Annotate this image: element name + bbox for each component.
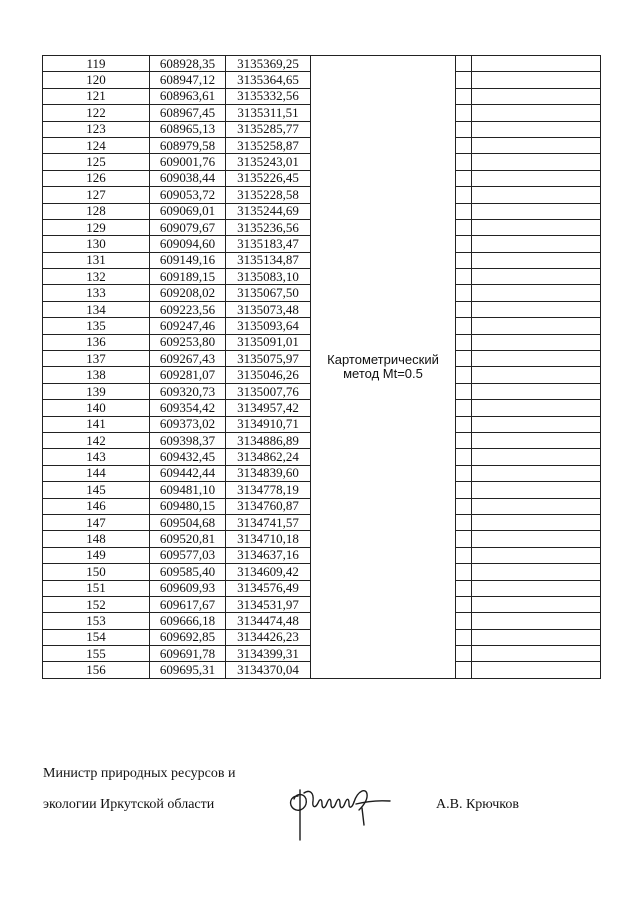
- blank-cell: [472, 596, 601, 612]
- point-number-cell: 121: [43, 88, 150, 104]
- point-number-cell: 119: [43, 56, 150, 72]
- y-coordinate-cell: 3134637,16: [226, 547, 311, 563]
- blank-cell: [456, 154, 472, 170]
- point-number-cell: 129: [43, 219, 150, 235]
- point-number-cell: 142: [43, 432, 150, 448]
- x-coordinate-cell: 609079,67: [150, 219, 226, 235]
- y-coordinate-cell: 3135134,87: [226, 252, 311, 268]
- blank-cell: [472, 498, 601, 514]
- x-coordinate-cell: 609001,76: [150, 154, 226, 170]
- blank-cell: [472, 105, 601, 121]
- y-coordinate-cell: 3135244,69: [226, 203, 311, 219]
- y-coordinate-cell: 3135228,58: [226, 187, 311, 203]
- blank-cell: [456, 613, 472, 629]
- x-coordinate-cell: 609208,02: [150, 285, 226, 301]
- blank-cell: [472, 465, 601, 481]
- point-number-cell: 144: [43, 465, 150, 481]
- point-number-cell: 146: [43, 498, 150, 514]
- y-coordinate-cell: 3134370,04: [226, 662, 311, 678]
- x-coordinate-cell: 609481,10: [150, 482, 226, 498]
- point-number-cell: 133: [43, 285, 150, 301]
- blank-cell: [456, 301, 472, 317]
- point-number-cell: 156: [43, 662, 150, 678]
- point-number-cell: 135: [43, 318, 150, 334]
- x-coordinate-cell: 608928,35: [150, 56, 226, 72]
- x-coordinate-cell: 609480,15: [150, 498, 226, 514]
- blank-cell: [456, 105, 472, 121]
- x-coordinate-cell: 609504,68: [150, 514, 226, 530]
- blank-cell: [472, 547, 601, 563]
- blank-cell: [456, 72, 472, 88]
- point-number-cell: 127: [43, 187, 150, 203]
- y-coordinate-cell: 3135183,47: [226, 236, 311, 252]
- y-coordinate-cell: 3135007,76: [226, 383, 311, 399]
- y-coordinate-cell: 3135364,65: [226, 72, 311, 88]
- blank-cell: [456, 170, 472, 186]
- x-coordinate-cell: 608963,61: [150, 88, 226, 104]
- blank-cell: [456, 547, 472, 563]
- blank-cell: [472, 351, 601, 367]
- blank-cell: [472, 646, 601, 662]
- blank-cell: [472, 285, 601, 301]
- x-coordinate-cell: 609609,93: [150, 580, 226, 596]
- blank-cell: [472, 252, 601, 268]
- blank-cell: [472, 432, 601, 448]
- y-coordinate-cell: 3135311,51: [226, 105, 311, 121]
- point-number-cell: 137: [43, 351, 150, 367]
- blank-cell: [472, 416, 601, 432]
- y-coordinate-cell: 3135093,64: [226, 318, 311, 334]
- point-number-cell: 126: [43, 170, 150, 186]
- y-coordinate-cell: 3134862,24: [226, 449, 311, 465]
- blank-cell: [456, 400, 472, 416]
- y-coordinate-cell: 3134760,87: [226, 498, 311, 514]
- x-coordinate-cell: 609373,02: [150, 416, 226, 432]
- x-coordinate-cell: 609094,60: [150, 236, 226, 252]
- y-coordinate-cell: 3135285,77: [226, 121, 311, 137]
- blank-cell: [456, 514, 472, 530]
- y-coordinate-cell: 3135067,50: [226, 285, 311, 301]
- y-coordinate-cell: 3135073,48: [226, 301, 311, 317]
- blank-cell: [456, 629, 472, 645]
- y-coordinate-cell: 3135332,56: [226, 88, 311, 104]
- x-coordinate-cell: 608965,13: [150, 121, 226, 137]
- x-coordinate-cell: 609189,15: [150, 269, 226, 285]
- blank-cell: [472, 203, 601, 219]
- x-coordinate-cell: 609617,67: [150, 596, 226, 612]
- blank-cell: [472, 301, 601, 317]
- x-coordinate-cell: 608947,12: [150, 72, 226, 88]
- point-number-cell: 136: [43, 334, 150, 350]
- blank-cell: [472, 187, 601, 203]
- point-number-cell: 138: [43, 367, 150, 383]
- x-coordinate-cell: 609442,44: [150, 465, 226, 481]
- table-row: [43, 56, 601, 72]
- blank-cell: [456, 203, 472, 219]
- minister-title-line2: экологии Иркутской области: [43, 797, 215, 812]
- point-number-cell: 140: [43, 400, 150, 416]
- x-coordinate-cell: 608967,45: [150, 105, 226, 121]
- y-coordinate-cell: 3135091,01: [226, 334, 311, 350]
- blank-cell: [456, 416, 472, 432]
- blank-cell: [456, 498, 472, 514]
- point-number-cell: 153: [43, 613, 150, 629]
- blank-cell: [472, 121, 601, 137]
- blank-cell: [472, 219, 601, 235]
- method-line2: метод Mt=0.5: [343, 365, 423, 381]
- y-coordinate-cell: 3134609,42: [226, 564, 311, 580]
- coordinates-table: [42, 55, 601, 679]
- y-coordinate-cell: 3135369,25: [226, 56, 311, 72]
- y-coordinate-cell: 3135258,87: [226, 137, 311, 153]
- blank-cell: [456, 351, 472, 367]
- blank-cell: [472, 236, 601, 252]
- blank-cell: [456, 318, 472, 334]
- y-coordinate-cell: 3134710,18: [226, 531, 311, 547]
- x-coordinate-cell: 609398,37: [150, 432, 226, 448]
- blank-cell: [472, 170, 601, 186]
- blank-cell: [456, 187, 472, 203]
- method-cell: [311, 56, 456, 679]
- blank-cell: [456, 383, 472, 399]
- blank-cell: [456, 564, 472, 580]
- point-number-cell: 132: [43, 269, 150, 285]
- x-coordinate-cell: 609247,46: [150, 318, 226, 334]
- point-number-cell: 125: [43, 154, 150, 170]
- blank-cell: [472, 613, 601, 629]
- handwritten-signature: [284, 780, 399, 845]
- point-number-cell: 145: [43, 482, 150, 498]
- blank-cell: [472, 56, 601, 72]
- point-number-cell: 120: [43, 72, 150, 88]
- blank-cell: [456, 646, 472, 662]
- blank-cell: [472, 334, 601, 350]
- blank-cell: [472, 531, 601, 547]
- y-coordinate-cell: 3135075,97: [226, 351, 311, 367]
- point-number-cell: 131: [43, 252, 150, 268]
- x-coordinate-cell: 609281,07: [150, 367, 226, 383]
- y-coordinate-cell: 3135226,45: [226, 170, 311, 186]
- blank-cell: [456, 252, 472, 268]
- x-coordinate-cell: 608979,58: [150, 137, 226, 153]
- x-coordinate-cell: 609320,73: [150, 383, 226, 399]
- blank-cell: [456, 432, 472, 448]
- x-coordinate-cell: 609692,85: [150, 629, 226, 645]
- blank-cell: [456, 285, 472, 301]
- x-coordinate-cell: 609267,43: [150, 351, 226, 367]
- x-coordinate-cell: 609691,78: [150, 646, 226, 662]
- blank-cell: [472, 662, 601, 678]
- point-number-cell: 152: [43, 596, 150, 612]
- blank-cell: [472, 137, 601, 153]
- x-coordinate-cell: 609253,80: [150, 334, 226, 350]
- blank-cell: [456, 580, 472, 596]
- blank-cell: [456, 465, 472, 481]
- point-number-cell: 155: [43, 646, 150, 662]
- point-number-cell: 151: [43, 580, 150, 596]
- blank-cell: [456, 88, 472, 104]
- blank-cell: [472, 88, 601, 104]
- x-coordinate-cell: 609149,16: [150, 252, 226, 268]
- point-number-cell: 128: [43, 203, 150, 219]
- point-number-cell: 130: [43, 236, 150, 252]
- point-number-cell: 123: [43, 121, 150, 137]
- blank-cell: [456, 334, 472, 350]
- blank-cell: [472, 318, 601, 334]
- point-number-cell: 147: [43, 514, 150, 530]
- blank-cell: [456, 596, 472, 612]
- blank-cell: [456, 219, 472, 235]
- y-coordinate-cell: 3134576,49: [226, 580, 311, 596]
- blank-cell: [456, 56, 472, 72]
- y-coordinate-cell: 3134910,71: [226, 416, 311, 432]
- x-coordinate-cell: 609577,03: [150, 547, 226, 563]
- coordinates-table-body: [43, 56, 601, 679]
- y-coordinate-cell: 3134399,31: [226, 646, 311, 662]
- y-coordinate-cell: 3135083,10: [226, 269, 311, 285]
- blank-cell: [472, 482, 601, 498]
- point-number-cell: 149: [43, 547, 150, 563]
- blank-cell: [472, 72, 601, 88]
- blank-cell: [472, 580, 601, 596]
- blank-cell: [472, 449, 601, 465]
- y-coordinate-cell: 3135243,01: [226, 154, 311, 170]
- x-coordinate-cell: 609695,31: [150, 662, 226, 678]
- blank-cell: [472, 367, 601, 383]
- x-coordinate-cell: 609520,81: [150, 531, 226, 547]
- point-number-cell: 150: [43, 564, 150, 580]
- y-coordinate-cell: 3134474,48: [226, 613, 311, 629]
- x-coordinate-cell: 609038,44: [150, 170, 226, 186]
- blank-cell: [472, 383, 601, 399]
- blank-cell: [472, 514, 601, 530]
- method-line1: Картометрический: [327, 351, 439, 367]
- y-coordinate-cell: 3134886,89: [226, 432, 311, 448]
- y-coordinate-cell: 3134426,23: [226, 629, 311, 645]
- point-number-cell: 154: [43, 629, 150, 645]
- blank-cell: [456, 482, 472, 498]
- y-coordinate-cell: 3134741,57: [226, 514, 311, 530]
- blank-cell: [456, 269, 472, 285]
- y-coordinate-cell: 3134839,60: [226, 465, 311, 481]
- blank-cell: [456, 236, 472, 252]
- blank-cell: [456, 137, 472, 153]
- point-number-cell: 122: [43, 105, 150, 121]
- x-coordinate-cell: 609223,56: [150, 301, 226, 317]
- point-number-cell: 134: [43, 301, 150, 317]
- blank-cell: [472, 154, 601, 170]
- blank-cell: [456, 449, 472, 465]
- blank-cell: [472, 269, 601, 285]
- point-number-cell: 124: [43, 137, 150, 153]
- y-coordinate-cell: 3134531,97: [226, 596, 311, 612]
- x-coordinate-cell: 609354,42: [150, 400, 226, 416]
- point-number-cell: 148: [43, 531, 150, 547]
- minister-title-line1: Министр природных ресурсов и: [43, 766, 236, 781]
- y-coordinate-cell: 3134957,42: [226, 400, 311, 416]
- blank-cell: [472, 564, 601, 580]
- x-coordinate-cell: 609053,72: [150, 187, 226, 203]
- point-number-cell: 141: [43, 416, 150, 432]
- y-coordinate-cell: 3135236,56: [226, 219, 311, 235]
- blank-cell: [456, 531, 472, 547]
- x-coordinate-cell: 609585,40: [150, 564, 226, 580]
- blank-cell: [472, 400, 601, 416]
- x-coordinate-cell: 609069,01: [150, 203, 226, 219]
- x-coordinate-cell: 609432,45: [150, 449, 226, 465]
- blank-cell: [456, 367, 472, 383]
- blank-cell: [456, 121, 472, 137]
- blank-cell: [472, 629, 601, 645]
- signer-name: А.В. Крючков: [436, 797, 519, 812]
- blank-cell: [456, 662, 472, 678]
- point-number-cell: 143: [43, 449, 150, 465]
- x-coordinate-cell: 609666,18: [150, 613, 226, 629]
- y-coordinate-cell: 3135046,26: [226, 367, 311, 383]
- point-number-cell: 139: [43, 383, 150, 399]
- y-coordinate-cell: 3134778,19: [226, 482, 311, 498]
